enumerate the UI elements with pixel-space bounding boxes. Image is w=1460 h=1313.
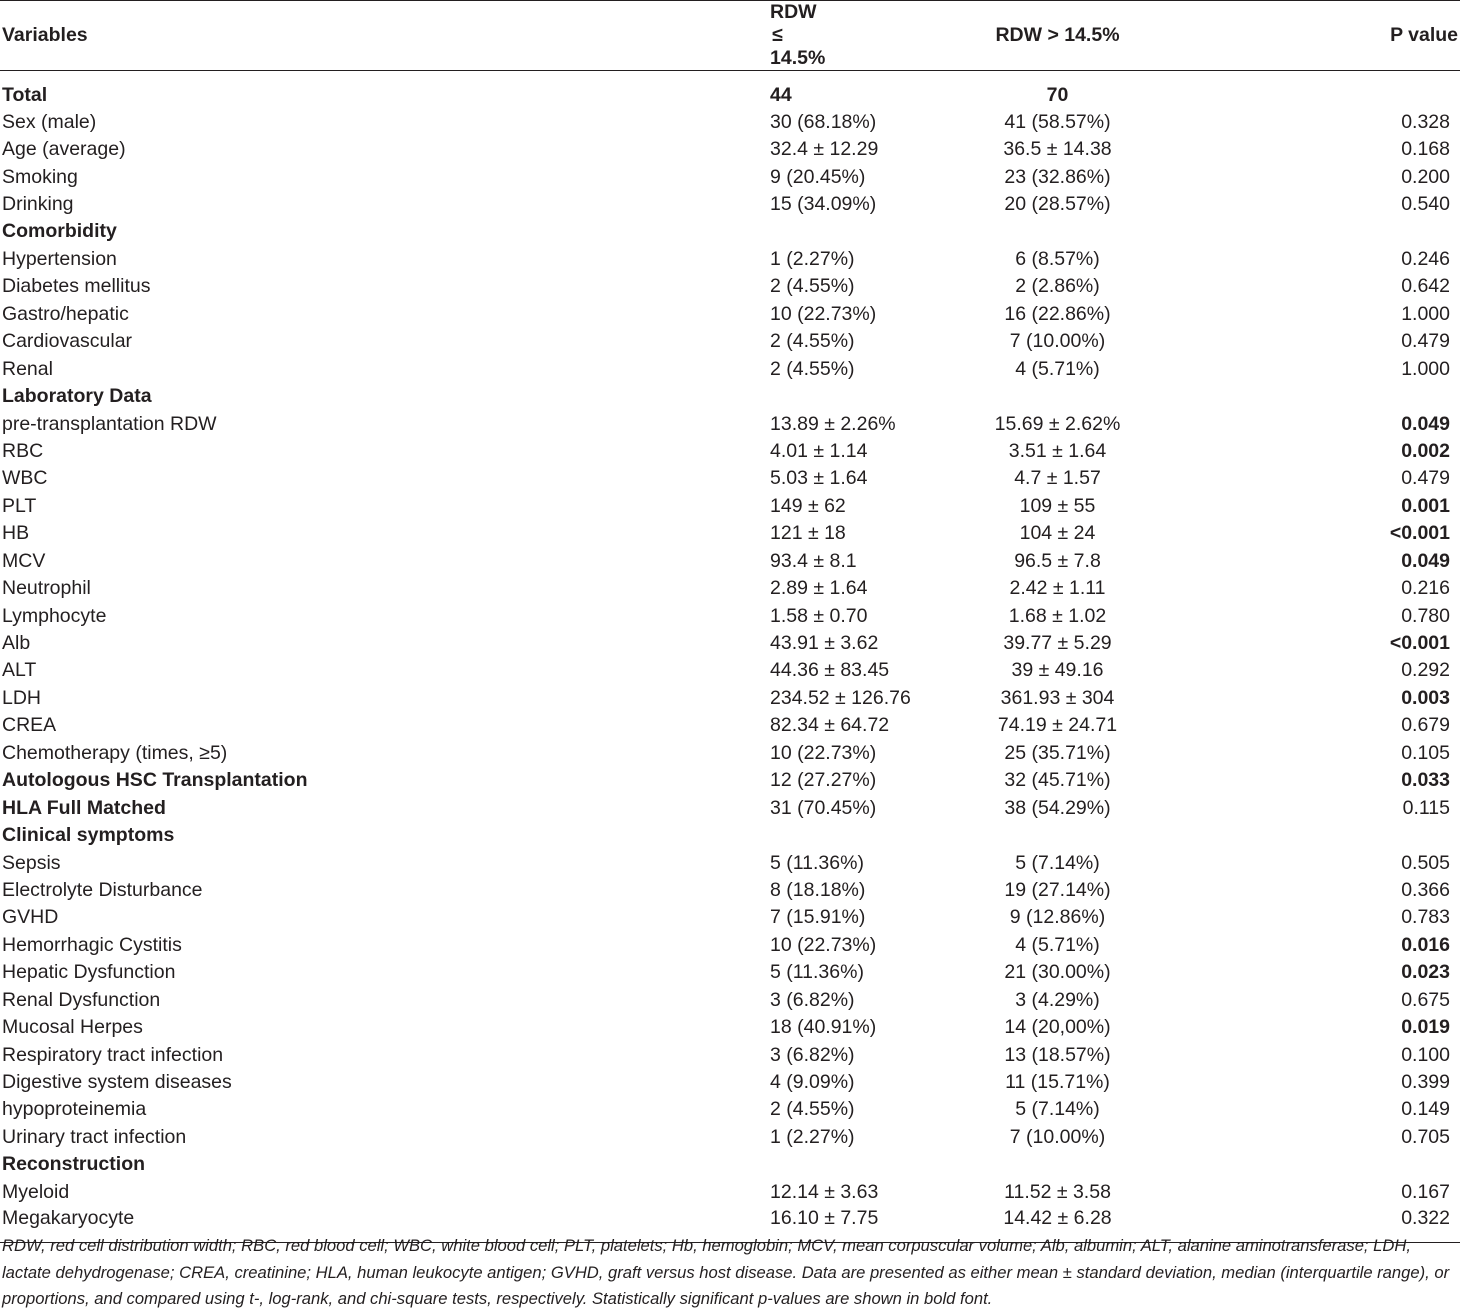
- cell-rdw-low: 10 (22.73%): [770, 933, 877, 956]
- row-label: Myeloid: [2, 1180, 70, 1203]
- row-label: Laboratory Data: [2, 385, 152, 408]
- cell-rdw-low: 1 (2.27%): [770, 1125, 855, 1148]
- cell-rdw-high: 14.42 ± 6.28: [785, 1206, 1330, 1243]
- cell-rdw-high: 19 (27.14%): [1004, 878, 1111, 901]
- row-label: Megakaryocyte: [0, 1206, 520, 1243]
- table-row: [0, 163, 1460, 190]
- table-row: [0, 71, 1460, 109]
- cell-rdw-low: 5.03 ± 1.64: [770, 467, 868, 490]
- cell-p-value: 0.675: [1401, 988, 1450, 1011]
- cell-rdw-low: 1.58 ± 0.70: [770, 604, 868, 627]
- row-label: Renal: [2, 357, 53, 380]
- cell-rdw-high: 39.77 ± 5.29: [1003, 632, 1112, 655]
- cell-p-value: 0.033: [1401, 769, 1450, 792]
- table-row: [0, 629, 1460, 656]
- cell-rdw-high: 20 (28.57%): [1004, 193, 1111, 216]
- cell-rdw-low: 2 (4.55%): [770, 275, 855, 298]
- table-row: [0, 1151, 1460, 1178]
- cell-rdw-high: 4 (5.71%): [1015, 933, 1100, 956]
- cell-rdw-low: [520, 382, 785, 409]
- cell-rdw-low: 16.10 ± 7.75: [520, 1206, 785, 1243]
- cell-p-value: 0.322: [1330, 1206, 1460, 1243]
- cell-p-value: 0.003: [1401, 686, 1450, 709]
- cell-rdw-low: 18 (40.91%): [770, 1016, 877, 1039]
- table-row: [0, 410, 1460, 437]
- cell-rdw-high: 25 (35.71%): [1004, 741, 1111, 764]
- table-row: [0, 437, 1460, 464]
- header-rdw-high: RDW > 14.5%: [785, 1, 1330, 71]
- cell-rdw-high: 36.5 ± 14.38: [1003, 138, 1112, 161]
- cell-p-value: [1330, 71, 1460, 109]
- table-row: [0, 574, 1460, 601]
- cell-rdw-low: 4 (9.09%): [770, 1071, 855, 1094]
- table-row: [0, 931, 1460, 958]
- row-label: Hypertension: [2, 247, 117, 270]
- cell-rdw-low: 10 (22.73%): [770, 741, 877, 764]
- cell-rdw-high: 1.68 ± 1.02: [1008, 604, 1107, 627]
- cell-rdw-high: 11.52 ± 3.58: [1004, 1180, 1111, 1203]
- cell-rdw-high: [785, 382, 1330, 409]
- table-row: [0, 712, 1460, 739]
- table-row: [0, 794, 1460, 821]
- cell-rdw-high: 14 (20,00%): [1004, 1016, 1111, 1039]
- cell-rdw-low: 12.14 ± 3.63: [770, 1180, 879, 1203]
- cell-rdw-low: [520, 1151, 785, 1178]
- cell-rdw-low: 1 (2.27%): [770, 247, 855, 270]
- cell-rdw-low: 5 (11.36%): [770, 961, 864, 984]
- cell-rdw-high: 15.69 ± 2.62%: [994, 412, 1121, 435]
- header-rdw-low: RDW ≤ 14.5%: [520, 1, 785, 71]
- cell-p-value: 0.115: [1402, 796, 1450, 819]
- cell-rdw-low: 5 (11.36%): [770, 851, 864, 874]
- cell-rdw-low: 234.52 ± 126.76: [770, 686, 911, 709]
- cell-rdw-low: 4.01 ± 1.14: [770, 439, 868, 462]
- cell-p-value: [1330, 821, 1460, 848]
- row-label: LDH: [2, 686, 42, 709]
- cell-p-value: 0.105: [1401, 741, 1450, 764]
- table-row: [0, 904, 1460, 931]
- cell-rdw-high: 7 (10.00%): [1009, 1125, 1106, 1148]
- table-row: [0, 1123, 1460, 1150]
- cell-p-value: 0.149: [1401, 1098, 1450, 1121]
- cell-rdw-high: 361.93 ± 304: [1000, 686, 1115, 709]
- table-row: [0, 328, 1460, 355]
- cell-p-value: 0.200: [1401, 165, 1450, 188]
- cell-rdw-high: 96.5 ± 7.8: [1014, 549, 1101, 572]
- cell-rdw-low: 44.36 ± 83.45: [770, 659, 890, 682]
- table-row: [0, 492, 1460, 519]
- cell-rdw-low: 2 (4.55%): [770, 357, 855, 380]
- cell-rdw-high: 3.51 ± 1.64: [1008, 439, 1107, 462]
- cell-p-value: [1330, 382, 1460, 409]
- cell-p-value: 0.216: [1401, 577, 1450, 600]
- table-row: [0, 190, 1460, 217]
- cell-p-value: 0.642: [1401, 275, 1450, 298]
- cell-p-value: [1330, 218, 1460, 245]
- cell-rdw-low: 2 (4.55%): [770, 1098, 855, 1121]
- cell-rdw-low: 32.4 ± 12.29: [770, 138, 879, 161]
- table-row: [0, 465, 1460, 492]
- cell-rdw-high: 4.7 ± 1.57: [1014, 467, 1101, 490]
- cell-p-value: 0.167: [1401, 1180, 1450, 1203]
- cell-rdw-high: 6 (8.57%): [1015, 247, 1100, 270]
- header-p-value: P value: [1330, 1, 1460, 71]
- cell-rdw-low: 2.89 ± 1.64: [770, 577, 868, 600]
- cell-rdw-low: 43.91 ± 3.62: [770, 632, 879, 655]
- table-row: [0, 959, 1460, 986]
- row-label: Urinary tract infection: [2, 1125, 187, 1148]
- cell-rdw-high: [785, 218, 1330, 245]
- row-label: PLT: [2, 494, 37, 517]
- cell-rdw-high: 74.19 ± 24.71: [997, 714, 1118, 737]
- cell-p-value: 0.100: [1401, 1043, 1450, 1066]
- cell-rdw-low: 10 (22.73%): [770, 302, 877, 325]
- cell-rdw-high: 9 (12.86%): [1009, 906, 1106, 929]
- cell-p-value: 0.002: [1401, 439, 1450, 462]
- row-label: Gastro/hepatic: [2, 302, 129, 325]
- row-label: Age (average): [2, 138, 126, 161]
- cell-rdw-low: 8 (18.18%): [770, 878, 866, 901]
- table-row: [0, 739, 1460, 766]
- cell-rdw-low: 13.89 ± 2.26%: [770, 412, 896, 435]
- cell-p-value: 0.019: [1401, 1016, 1450, 1039]
- table-row: [0, 520, 1460, 547]
- row-label: Drinking: [2, 193, 74, 216]
- table-row: [0, 245, 1460, 272]
- cell-p-value: 0.479: [1401, 330, 1450, 353]
- row-label: Neutrophil: [2, 577, 91, 600]
- row-label: Total: [2, 83, 48, 106]
- table-row: [0, 1178, 1460, 1205]
- cell-p-value: 1.000: [1401, 357, 1450, 380]
- table-row: [0, 218, 1460, 245]
- cell-rdw-high: 32 (45.71%): [1004, 769, 1111, 792]
- table-row: [0, 300, 1460, 327]
- row-label: MCV: [2, 549, 46, 572]
- cell-rdw-low: 44: [770, 83, 792, 106]
- row-label: Sex (male): [2, 110, 97, 133]
- cell-rdw-low: 3 (6.82%): [770, 1043, 855, 1066]
- cell-rdw-high: 21 (30.00%): [1004, 961, 1111, 984]
- row-label: Mucosal Herpes: [2, 1016, 143, 1039]
- cell-p-value: 0.001: [1401, 494, 1450, 517]
- table-row: [0, 602, 1460, 629]
- cell-rdw-high: 39 ± 49.16: [1011, 659, 1104, 682]
- row-label: Chemotherapy (times, ≥5): [2, 741, 228, 764]
- cell-rdw-low: 9 (20.45%): [770, 165, 866, 188]
- cell-rdw-high: 2 (2.86%): [1015, 275, 1100, 298]
- header-variables: Variables: [0, 1, 520, 71]
- table-row: [0, 355, 1460, 382]
- row-label: HB: [2, 522, 30, 545]
- cell-p-value: <0.001: [1389, 632, 1450, 655]
- row-label: Cardiovascular: [2, 330, 133, 353]
- cell-rdw-low: 93.4 ± 8.1: [770, 549, 857, 572]
- cell-p-value: 0.292: [1401, 659, 1450, 682]
- cell-rdw-high: 109 ± 55: [1019, 494, 1096, 517]
- cell-rdw-low: 121 ± 18: [770, 522, 846, 545]
- row-label: CREA: [2, 714, 57, 737]
- cell-rdw-high: 38 (54.29%): [1004, 796, 1111, 819]
- row-label: pre-transplantation RDW: [2, 412, 217, 435]
- cell-rdw-high: 4 (5.71%): [1015, 357, 1100, 380]
- row-label: Renal Dysfunction: [2, 988, 161, 1011]
- row-label: Hemorrhagic Cystitis: [2, 933, 182, 956]
- cell-rdw-low: [520, 821, 785, 848]
- row-label: Lymphocyte: [2, 604, 107, 627]
- cell-p-value: 0.168: [1401, 138, 1450, 161]
- row-label: Diabetes mellitus: [2, 275, 151, 298]
- cell-p-value: 0.780: [1401, 604, 1450, 627]
- cell-p-value: 0.328: [1401, 110, 1450, 133]
- cell-rdw-high: 70: [1046, 83, 1069, 106]
- cell-p-value: 0.016: [1401, 933, 1450, 956]
- cell-rdw-low: 3 (6.82%): [770, 988, 855, 1011]
- cell-rdw-high: [785, 1151, 1330, 1178]
- cell-p-value: 0.783: [1401, 906, 1450, 929]
- table-row: [0, 986, 1460, 1013]
- cell-rdw-low: 2 (4.55%): [770, 330, 855, 353]
- table-row: [0, 1096, 1460, 1123]
- cell-rdw-high: 3 (4.29%): [1015, 988, 1100, 1011]
- cell-rdw-high: 2.42 ± 1.11: [1009, 577, 1106, 600]
- cell-p-value: 0.705: [1401, 1125, 1450, 1148]
- cell-p-value: 1.000: [1401, 302, 1450, 325]
- row-label: Clinical symptoms: [2, 824, 175, 847]
- table-body: [0, 71, 1460, 1243]
- row-label: HLA Full Matched: [2, 796, 166, 819]
- row-label: Comorbidity: [2, 220, 117, 243]
- cell-rdw-high: 5 (7.14%): [1015, 1098, 1100, 1121]
- cell-rdw-high: [785, 821, 1330, 848]
- cell-rdw-low: 149 ± 62: [770, 494, 846, 517]
- cell-rdw-high: 23 (32.86%): [1004, 165, 1111, 188]
- table-row: [0, 684, 1460, 711]
- table-row: [0, 876, 1460, 903]
- row-label: Electrolyte Disturbance: [2, 878, 203, 901]
- table-row: [0, 273, 1460, 300]
- cell-rdw-high: 41 (58.57%): [1004, 110, 1111, 133]
- cell-p-value: 0.366: [1401, 878, 1450, 901]
- row-label: Respiratory tract infection: [2, 1043, 224, 1066]
- cell-rdw-low: 7 (15.91%): [770, 906, 866, 929]
- table-row: [0, 135, 1460, 162]
- cell-p-value: 0.479: [1401, 467, 1450, 490]
- cell-rdw-low: 82.34 ± 64.72: [770, 714, 890, 737]
- cell-p-value: 0.049: [1401, 549, 1450, 572]
- cell-p-value: <0.001: [1389, 522, 1450, 545]
- cell-p-value: 0.246: [1401, 247, 1450, 270]
- table-row: [0, 657, 1460, 684]
- cell-p-value: 0.023: [1401, 961, 1450, 984]
- cell-rdw-low: 15 (34.09%): [770, 193, 877, 216]
- cell-p-value: 0.540: [1401, 193, 1450, 216]
- row-label: hypoproteinemia: [2, 1098, 147, 1121]
- table-row: [0, 382, 1460, 409]
- table-row: [0, 821, 1460, 848]
- row-label: GVHD: [2, 906, 59, 929]
- table-row: [0, 108, 1460, 135]
- cell-p-value: 0.399: [1401, 1071, 1450, 1094]
- row-label: Hepatic Dysfunction: [2, 961, 176, 984]
- row-label: Autologous HSC Transplantation: [2, 769, 308, 792]
- cell-p-value: [1330, 1151, 1460, 1178]
- cell-rdw-high: 5 (7.14%): [1015, 851, 1100, 874]
- cell-rdw-high: 11 (15.71%): [1005, 1071, 1110, 1094]
- cell-rdw-high: 7 (10.00%): [1009, 330, 1106, 353]
- cell-p-value: 0.049: [1401, 412, 1450, 435]
- table-header: [0, 1, 1460, 71]
- table-footnote: RDW, red cell distribution width; RBC, red blood cell; WBC, white blood cell; PLT, platelets; Hb, hemoglobin; MCV, mean corpuscular volume; Alb, albumin; ALT, alanine aminotransferase; LDH, lactate dehydrogenase; CREA, creatinine; HLA, human leukocyte antigen; GVHD, graft versus host disease. Data are presented as either mean ± standard deviation, median (interquartile range), or proportions, and compared using t-, log-rank, and chi-square tests, respectively. Statistically significant p-values are shown in bold font.: [2, 1236, 1450, 1308]
- row-label: Sepsis: [2, 851, 61, 874]
- table-row: [0, 849, 1460, 876]
- cell-rdw-high: 13 (18.57%): [1004, 1043, 1111, 1066]
- row-label: Smoking: [2, 165, 78, 188]
- row-label: RBC: [2, 439, 44, 462]
- table-row: [0, 1068, 1460, 1095]
- row-label: Digestive system diseases: [2, 1071, 232, 1094]
- row-label: Reconstruction: [2, 1153, 146, 1176]
- table-row: [0, 1041, 1460, 1068]
- table-row: [0, 767, 1460, 794]
- cell-rdw-low: 31 (70.45%): [770, 796, 877, 819]
- cell-p-value: 0.505: [1401, 851, 1450, 874]
- table-row: [0, 547, 1460, 574]
- cell-rdw-low: 30 (68.18%): [770, 110, 877, 133]
- cell-rdw-low: 12 (27.27%): [770, 769, 877, 792]
- cell-rdw-low: [520, 218, 785, 245]
- cell-rdw-high: 16 (22.86%): [1004, 302, 1111, 325]
- row-label: Alb: [2, 632, 31, 655]
- row-label: WBC: [2, 467, 48, 490]
- table-row: [0, 1013, 1460, 1040]
- cell-rdw-high: 104 ± 24: [1019, 522, 1096, 545]
- cell-p-value: 0.679: [1401, 714, 1450, 737]
- row-label: ALT: [2, 659, 37, 682]
- header-row: [0, 1, 1460, 71]
